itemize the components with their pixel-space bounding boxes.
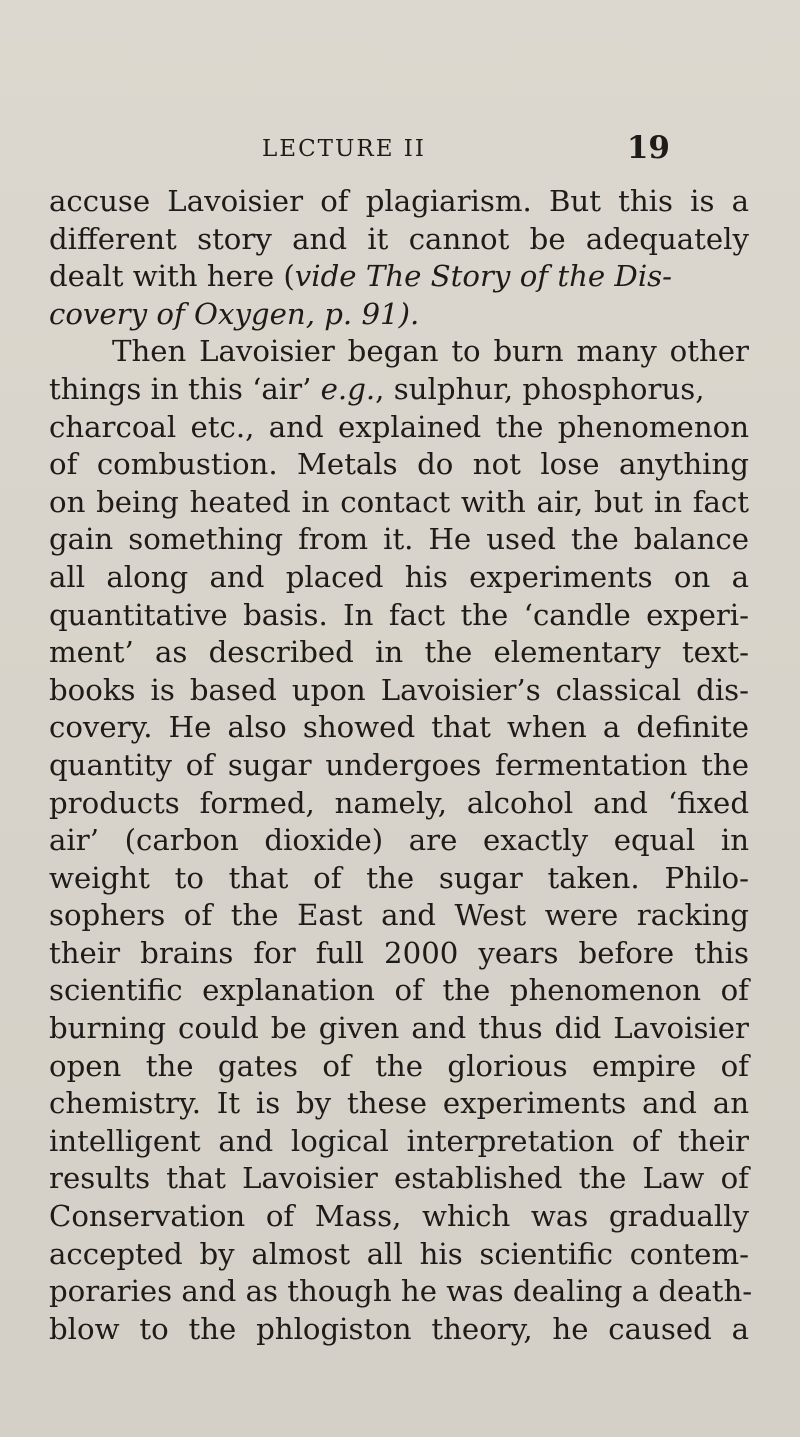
text-line: ment’ as described in the elementary text- [49, 635, 749, 670]
text-line: poraries and as though he was dealing a death- [49, 1274, 753, 1309]
text-segment: , sulphur, phosphorus, [375, 371, 705, 406]
paragraph-first-line: Then Lavoisier began to burn many other [112, 334, 749, 369]
text-line: open the gates of the glorious empire of [49, 1048, 749, 1083]
text-line: books is based upon Lavoisier’s classical dis- [49, 672, 749, 707]
page-header [0, 130, 800, 170]
text-line: quantity of sugar undergoes fermentation the [49, 747, 749, 782]
text-line: different story and it cannot be adequately [49, 221, 749, 256]
text-line: on being heated in contact with air, but in fact [49, 484, 749, 519]
text-line: all along and placed his experiments on a [49, 559, 749, 594]
text-line: scientific explanation of the phenomenon of [49, 973, 749, 1008]
text-line: their brains for full 2000 years before this [49, 935, 749, 970]
running-head: LECTURE II [262, 136, 426, 162]
text-line: accepted by almost all his scientific contem- [49, 1236, 749, 1271]
text-line: charcoal etc., and explained the phenomenon [49, 409, 749, 444]
text-line: sophers of the East and West were racking [49, 898, 749, 933]
text-line: air’ (carbon dioxide) are exactly equal in [49, 823, 749, 858]
text-line: products formed, namely, alcohol and ‘fixed [49, 785, 749, 820]
text-line: intelligent and logical interpretation of their [49, 1123, 749, 1158]
text-line: Conservation of Mass, which was gradually [49, 1199, 749, 1234]
text-segment: things in this ‘air’ [49, 371, 321, 406]
text-line: burning could be given and thus did Lavoisier [49, 1011, 749, 1046]
text-line: chemistry. It is by these experiments and an [49, 1086, 749, 1121]
italic-abbreviation: e.g. [320, 371, 376, 406]
text-line: blow to the phlogiston theory, he caused a [49, 1311, 749, 1346]
italic-reference: vide The Story of the Dis- [294, 259, 672, 294]
text-line: covery of Oxygen, p. 91). [49, 296, 420, 331]
text-line [49, 371, 749, 409]
text-line [49, 258, 749, 296]
text-line: results that Lavoisier established the Law of [49, 1161, 749, 1196]
body-text [49, 183, 753, 1348]
text-line: covery. He also showed that when a definite [49, 710, 749, 745]
text-line: quantitative basis. In fact the ‘candle experi- [49, 597, 749, 632]
text-segment: dealt with here ( [49, 259, 295, 294]
page-number: 19 [626, 130, 670, 166]
text-line: gain something from it. He used the balance [49, 522, 749, 557]
text-line: accuse Lavoisier of plagiarism. But this is a [49, 184, 749, 218]
text-line: of combustion. Metals do not lose anything [49, 447, 749, 482]
text-line: weight to that of the sugar taken. Philo- [49, 860, 749, 895]
